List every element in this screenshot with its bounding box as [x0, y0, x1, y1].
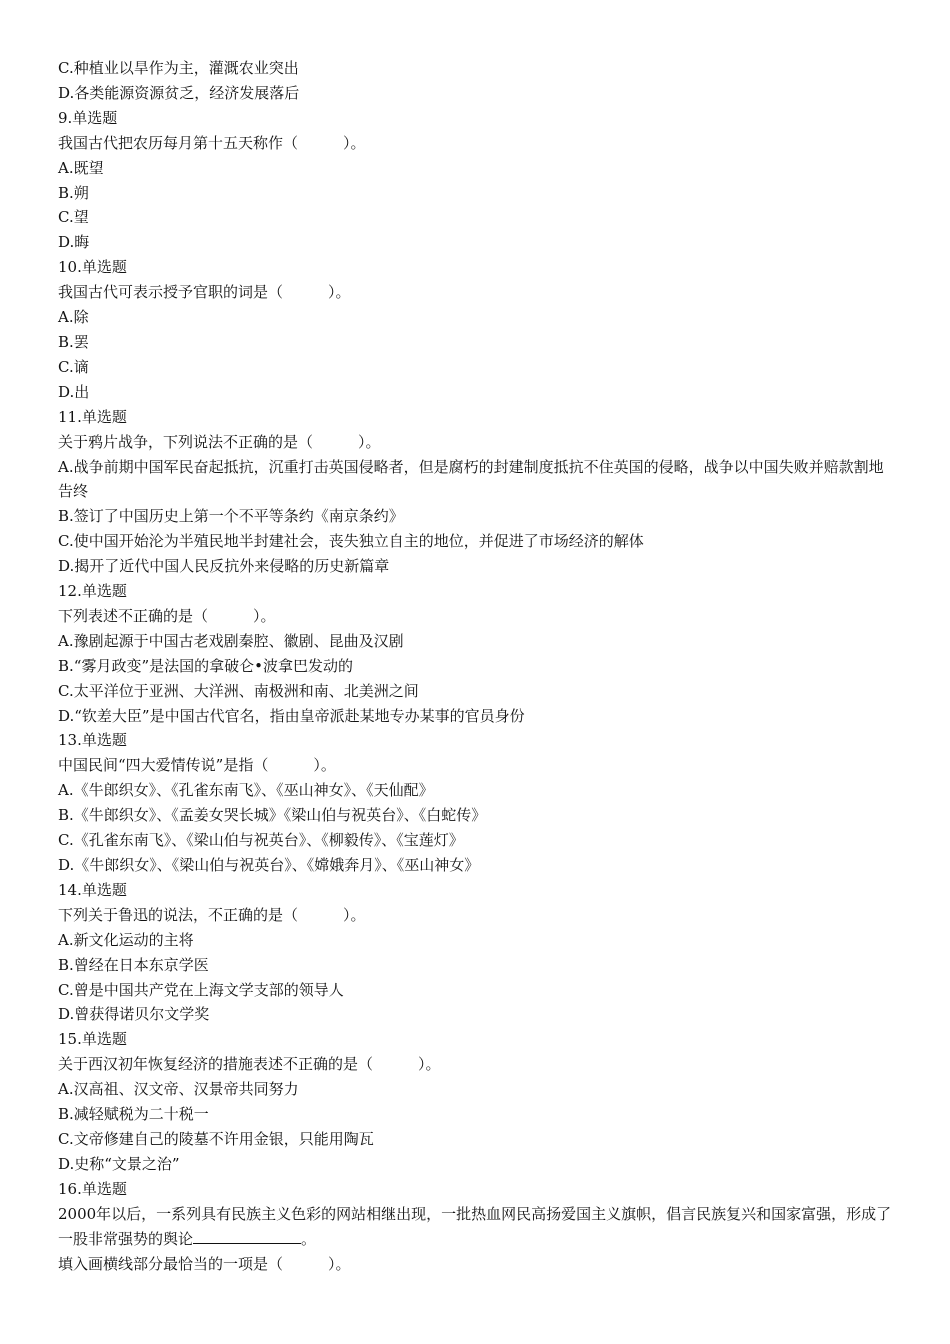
q11-header: 11.单选题	[58, 407, 127, 426]
q9-stem: 我国古代把农历每月第十五天称作（ ）。	[58, 133, 366, 152]
q9-option-d: D.晦	[58, 233, 90, 252]
q13-header: 13.单选题	[58, 731, 127, 750]
q14-option-c: C.曾是中国共产党在上海文学支部的领导人	[58, 980, 344, 999]
q15-option-d: D.史称“文景之治”	[58, 1154, 180, 1173]
q16-passage-end: 。	[301, 1229, 317, 1248]
q12-option-b: B.“雾月政变”是法国的拿破仑•波拿巴发动的	[58, 656, 353, 675]
q13-option-b: B.《牛郎织女》、《孟姜女哭长城》《梁山伯与祝英台》、《白蛇传》	[58, 806, 487, 825]
q9-header: 9.单选题	[58, 108, 118, 127]
q11-option-d: D.揭开了近代中国人民反抗外来侵略的历史新篇章	[58, 557, 390, 576]
q13-option-c: C.《孔雀东南飞》、《梁山伯与祝英台》、《柳毅传》、《宝莲灯》	[58, 831, 464, 850]
q15-option-c: C.文帝修建自己的陵墓不许用金银，只能用陶瓦	[58, 1129, 374, 1148]
q12-option-d: D.“钦差大臣”是中国古代官名，指由皇帝派赴某地专办某事的官员身份	[58, 706, 525, 725]
q11-option-a: A.战争前期中国军民奋起抵抗，沉重打击英国侵略者，但是腐朽的封建制度抵抗不住英国的侵略，战争以中国失败并赔款割地告终	[58, 457, 884, 501]
q13-option-d: D.《牛郎织女》、《梁山伯与祝英台》、《嫦娥奔月》、《巫山神女》	[58, 856, 480, 874]
q9-option-c: C.望	[58, 208, 89, 227]
q14-stem: 下列关于鲁迅的说法，不正确的是（ ）。	[58, 905, 366, 924]
q10-stem: 我国古代可表示授予官职的词是（ ）。	[58, 283, 351, 302]
q10-option-c: C.谪	[58, 357, 89, 376]
fill-in-blank	[193, 1227, 301, 1244]
q15-header: 15.单选题	[58, 1030, 127, 1049]
q16-passage	[58, 1202, 892, 1252]
q14-option-d: D.曾获得诺贝尔文学奖	[58, 1005, 210, 1024]
q12-option-c: C.太平洋位于亚洲、大洋洲、南极洲和南、北美洲之间	[58, 681, 419, 700]
q8-option-d: D.各类能源资源贫乏，经济发展落后	[58, 83, 300, 102]
q16-header: 16.单选题	[58, 1179, 127, 1198]
exam-page	[58, 56, 892, 1276]
q14-header: 14.单选题	[58, 880, 127, 899]
q13-stem: 中国民间“四大爱情传说”是指（ ）。	[58, 756, 336, 775]
q14-option-a: A.新文化运动的主将	[58, 930, 194, 949]
q10-header: 10.单选题	[58, 258, 127, 277]
q8-option-c: C.种植业以旱作为主，灌溉农业突出	[58, 59, 299, 77]
q9-option-b: B.朔	[58, 183, 89, 202]
q16-passage-text: 2000年以后，一系列具有民族主义色彩的网站相继出现，一批热血网民高扬爱国主义旗帜，倡言民族复兴和国家富强，形成了一股非常强势的舆论	[58, 1204, 892, 1248]
q11-stem: 关于鸦片战争，下列说法不正确的是（ ）。	[58, 432, 381, 451]
q11-option-b: B.签订了中国历史上第一个不平等条约《南京条约》	[58, 507, 404, 526]
q11-option-c: C.使中国开始沦为半殖民地半封建社会，丧失独立自主的地位，并促进了市场经济的解体	[58, 532, 644, 551]
q10-option-b: B.罢	[58, 332, 89, 351]
q10-option-a: A.除	[58, 308, 89, 327]
q10-option-d: D.出	[58, 382, 90, 401]
q16-prompt: 填入画横线部分最恰当的一项是（ ）。	[58, 1254, 351, 1273]
q12-header: 12.单选题	[58, 582, 127, 601]
q9-option-a: A.既望	[58, 158, 104, 177]
q12-option-a: A.豫剧起源于中国古老戏剧秦腔、徽剧、昆曲及汉剧	[58, 631, 404, 650]
q15-stem: 关于西汉初年恢复经济的措施表述不正确的是（ ）。	[58, 1055, 441, 1074]
q14-option-b: B.曾经在日本东京学医	[58, 955, 209, 974]
q13-option-a: A.《牛郎织女》、《孔雀东南飞》、《巫山神女》、《天仙配》	[58, 781, 434, 800]
q12-stem: 下列表述不正确的是（ ）。	[58, 606, 276, 625]
q15-option-b: B.减轻赋税为二十税一	[58, 1105, 209, 1124]
q15-option-a: A.汉高祖、汉文帝、汉景帝共同努力	[58, 1080, 299, 1099]
